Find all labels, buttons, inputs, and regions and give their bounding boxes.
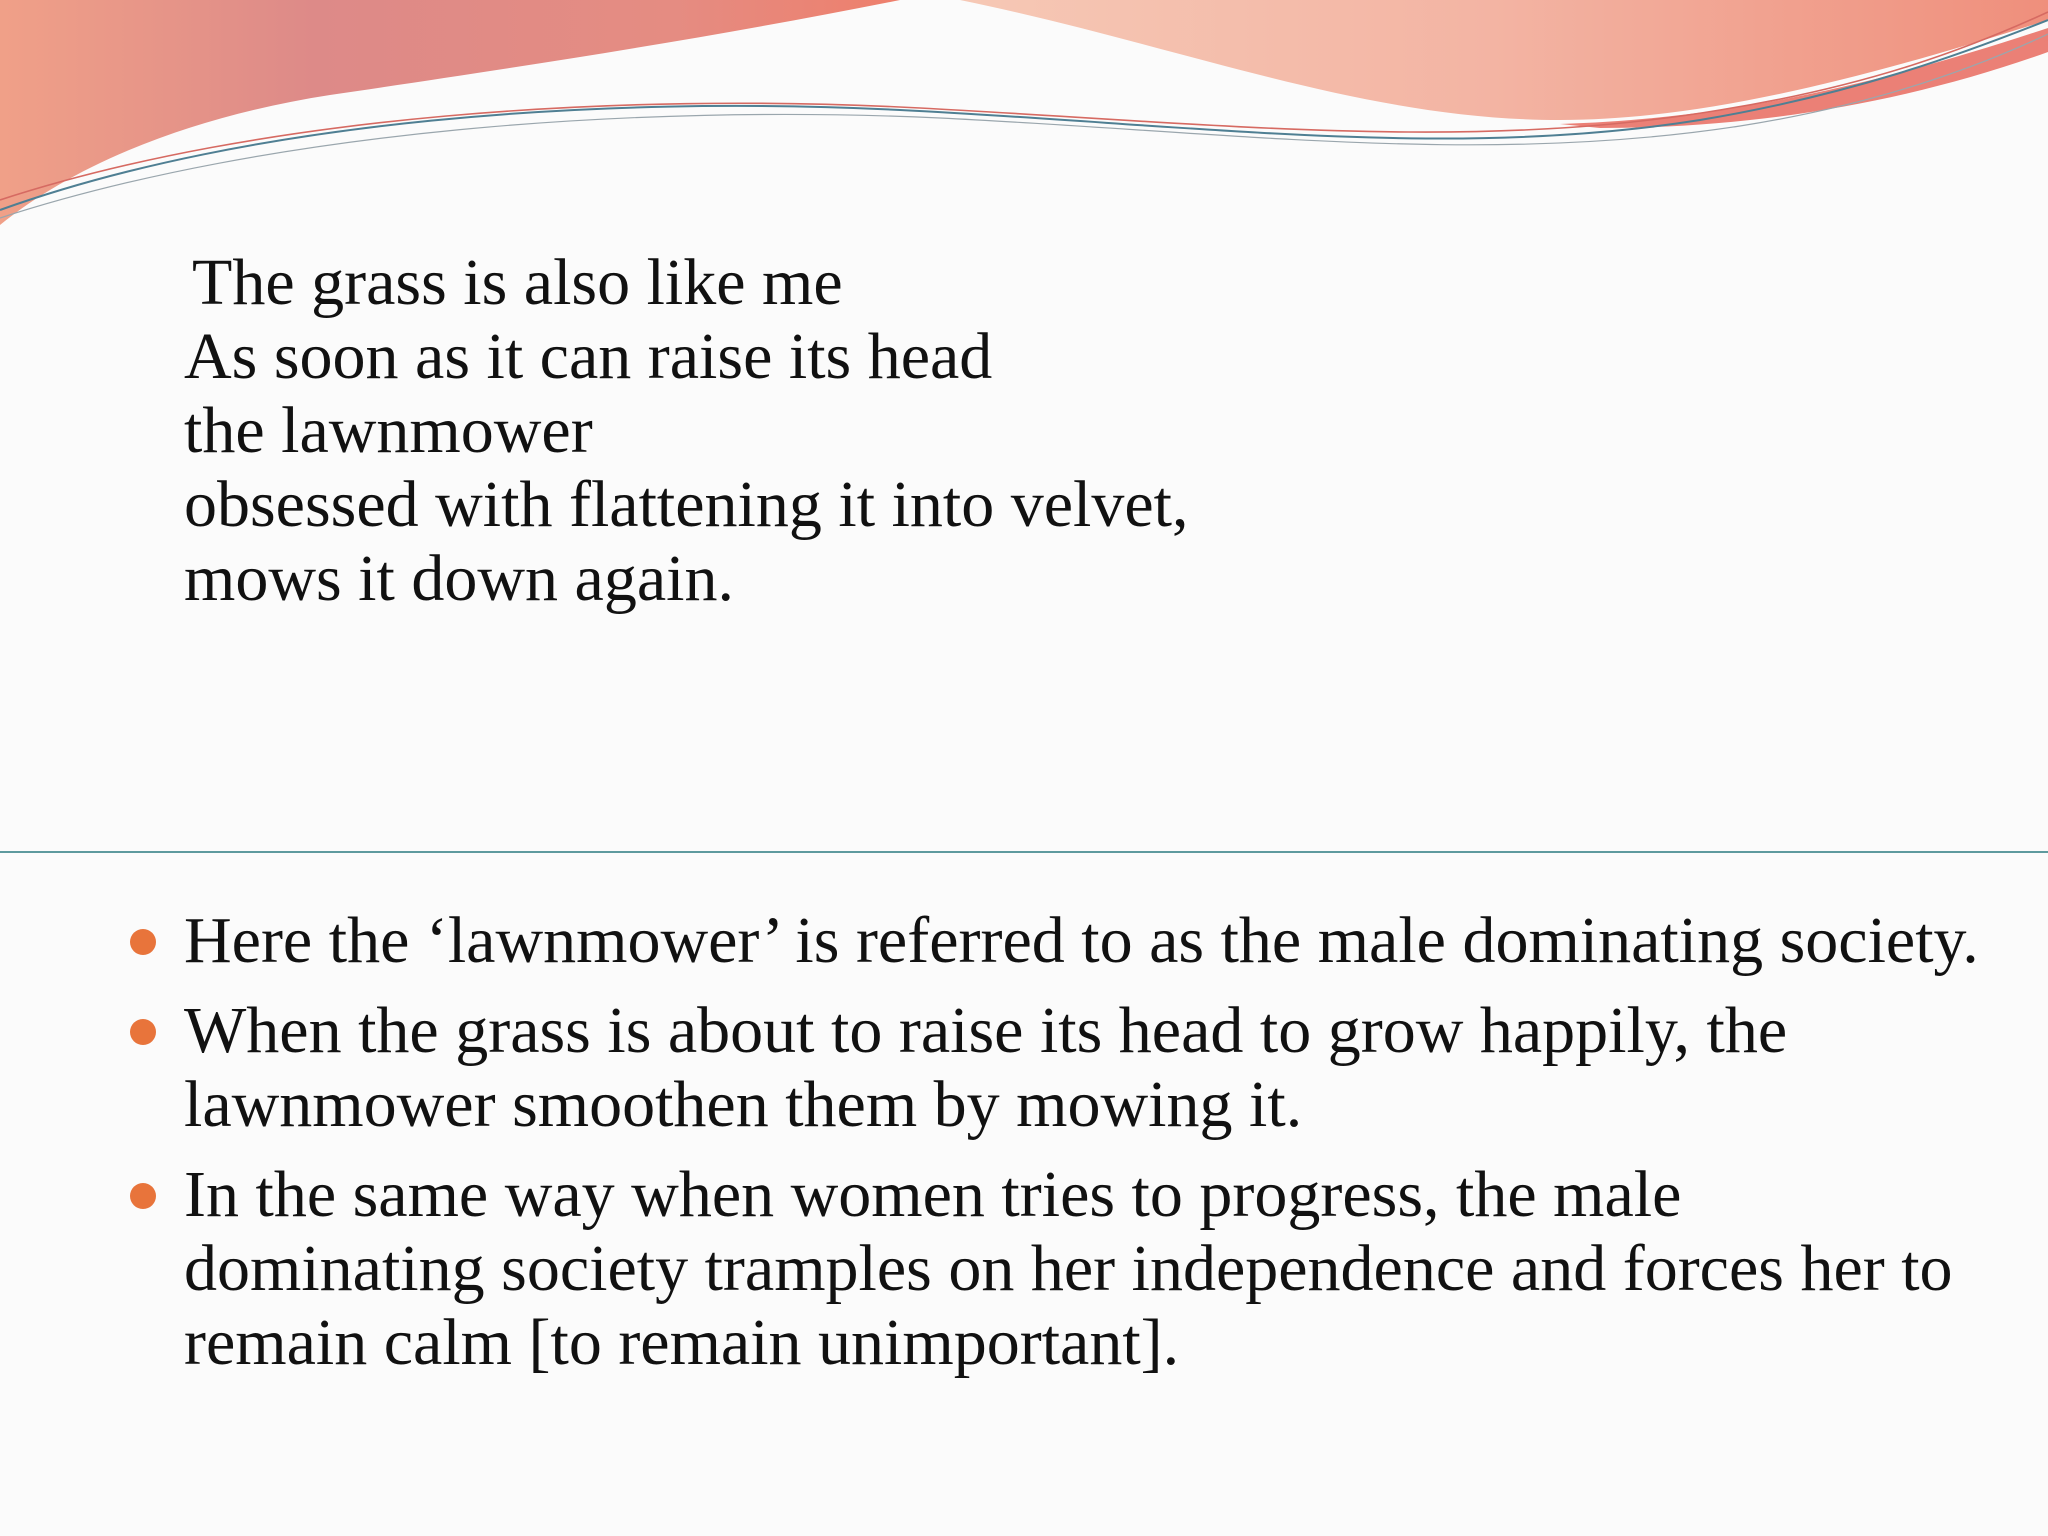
wave-pink-band bbox=[940, 0, 2048, 126]
poem-stanza bbox=[184, 246, 1189, 616]
poem-line: mows it down again. bbox=[184, 542, 734, 615]
poem-line: As soon as it can raise its head bbox=[184, 320, 993, 393]
bullet-text: Here the ‘lawnmower’ is referred to as the male dominating society. bbox=[184, 904, 1979, 977]
bullet-dot-icon bbox=[130, 929, 156, 955]
bullet-dot-icon bbox=[130, 1019, 156, 1045]
bullet-item bbox=[184, 994, 1984, 1142]
bullet-text: In the same way when women tries to progress, the male dominating society tramples on her independence and forces her to remain calm [to remain unimportant]. bbox=[184, 1158, 1953, 1379]
poem-line: the lawnmower bbox=[184, 394, 593, 467]
bullet-item bbox=[184, 1158, 1984, 1380]
bullet-list bbox=[184, 904, 1984, 1396]
poem-line: obsessed with flattening it into velvet, bbox=[184, 468, 1189, 541]
section-divider bbox=[0, 851, 2048, 853]
header-wave-decoration bbox=[0, 0, 2048, 240]
bullet-text: When the grass is about to raise its head to grow happily, the lawnmower smoothen them by mowing it. bbox=[184, 994, 1788, 1141]
bullet-dot-icon bbox=[130, 1183, 156, 1209]
bullet-item bbox=[184, 904, 1984, 978]
wave-coral-band bbox=[0, 0, 900, 225]
poem-line: The grass is also like me bbox=[192, 246, 843, 319]
